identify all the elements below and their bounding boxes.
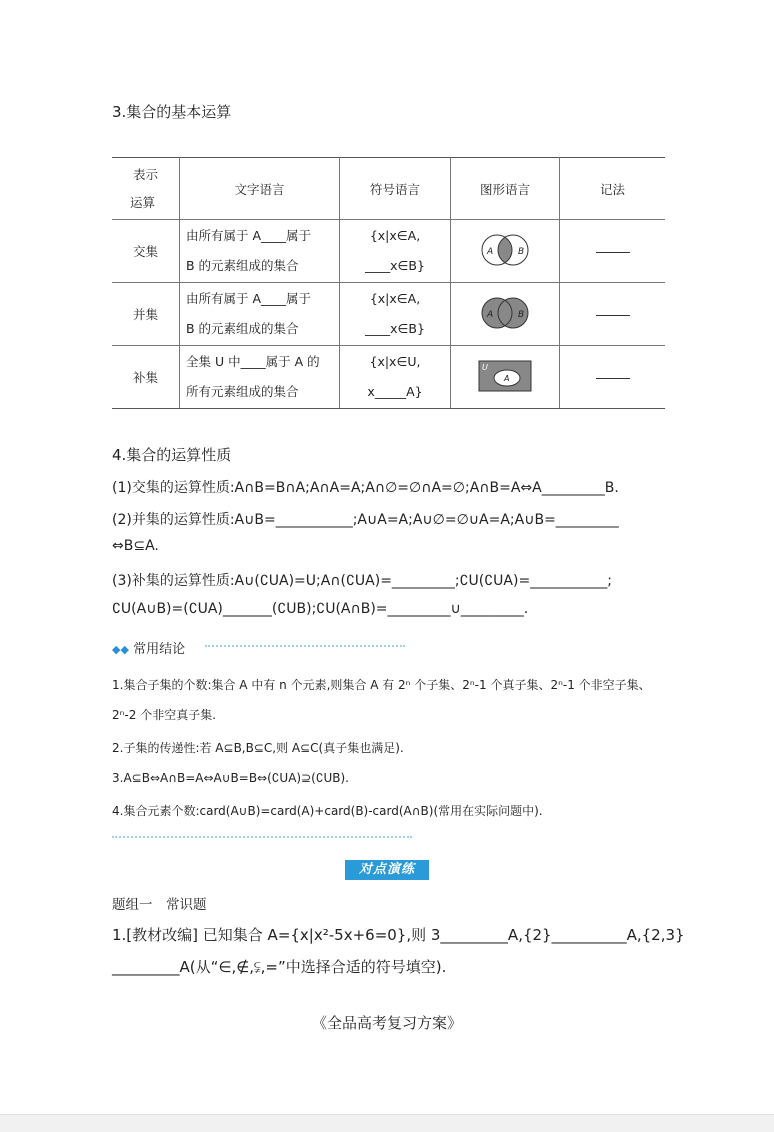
practice-badge: 对点演练 (345, 860, 429, 880)
venn-label-u: U (482, 362, 488, 372)
row-union-op: 并集 (112, 283, 180, 346)
complement-properties: (3)补集的运算性质:A∪(∁UA)=U;A∩(∁UA)=_________;∁U(∁UA)=___________; (112, 573, 612, 589)
venn-label-a: A (487, 309, 494, 320)
practice-group-title: 题组一 常识题 (112, 897, 207, 913)
complement-properties-cont: ∁U(A∪B)=(∁UA)_______(∁UB);∁U(A∩B)=_________∪_________. (112, 601, 529, 617)
question-1-line-1: 1.[教材改编] 已知集合 A={x|x²-5x+6=0},则 3_________A,{2}__________A,{2,3} (112, 926, 685, 944)
row-complement-symbol (340, 346, 451, 409)
union-properties-cont: ⇔B⊆A. (112, 538, 159, 554)
venn-union-diagram (475, 295, 535, 331)
row-complement-op: 补集 (112, 346, 180, 409)
section-3-title: 3.集合的基本运算 (112, 103, 232, 121)
question-1-line-2: _________A(从“∈,∉,⫋,=”中选择合适的符号填空). (112, 958, 447, 976)
dotted-divider-top (205, 645, 405, 647)
row-intersection-figure (451, 220, 560, 283)
notation-blank (596, 377, 630, 379)
row-complement-figure (451, 346, 560, 409)
row-intersection-word (180, 220, 340, 283)
row-intersection-notation (560, 220, 666, 283)
row-union-notation (560, 283, 666, 346)
word-line-a: 全集 U 中____属于 A 的 (186, 354, 320, 369)
symbol-line-b: x_____A} (367, 384, 423, 399)
venn-label-b: B (518, 309, 525, 320)
dotted-divider-bottom (112, 836, 412, 838)
header-operation (112, 158, 180, 220)
bottom-scroll-band (0, 1114, 774, 1132)
section-4-title: 4.集合的运算性质 (112, 446, 232, 464)
venn-label-b: B (518, 246, 525, 257)
table-header-row (112, 158, 665, 220)
row-intersection-symbol (340, 220, 451, 283)
symbol-line-b: ____x∈B} (365, 258, 425, 273)
header-op-line1: 表示 (132, 166, 158, 182)
set-operations-table (112, 157, 665, 409)
row-complement-notation (560, 346, 666, 409)
conclusions-heading-text: 常用结论 (133, 642, 186, 657)
header-word: 文字语言 (180, 158, 340, 220)
notation-blank (596, 314, 630, 316)
table-row (112, 283, 665, 346)
word-line-b: B 的元素组成的集合 (186, 321, 299, 336)
venn-intersection-diagram (475, 232, 535, 268)
header-op-line2: 运算 (130, 194, 156, 210)
venn-label-a: A (487, 246, 494, 257)
conclusion-item: 1.集合子集的个数:集合 A 中有 n 个元素,则集合 A 有 2ⁿ 个子集、2ⁿ-1 个真子集、2ⁿ-1 个非空子集、 (112, 678, 651, 692)
table-row (112, 346, 665, 409)
conclusion-item: 2.子集的传递性:若 A⊆B,B⊆C,则 A⊆C(真子集也满足). (112, 741, 404, 755)
row-union-figure (451, 283, 560, 346)
row-union-symbol (340, 283, 451, 346)
row-complement-word (180, 346, 340, 409)
notation-blank (596, 251, 630, 253)
venn-label-a: A (504, 373, 510, 383)
conclusion-item: 3.A⊆B⇔A∩B=A⇔A∪B=B⇔(∁UA)⊇(∁UB). (112, 771, 349, 785)
header-figure: 图形语言 (451, 158, 560, 220)
header-symbol: 符号语言 (340, 158, 451, 220)
conclusion-item: 2ⁿ-2 个非空真子集. (112, 708, 217, 722)
conclusions-heading (112, 638, 185, 657)
footer-book-title: 《全品高考复习方案》 (311, 1014, 462, 1032)
word-line-b: B 的元素组成的集合 (186, 258, 299, 273)
word-line-b: 所有元素组成的集合 (186, 384, 299, 399)
header-notation: 记法 (560, 158, 666, 220)
symbol-line-a: {x|x∈A, (369, 228, 421, 243)
conclusion-item: 4.集合元素个数:card(A∪B)=card(A)+card(B)-card(A∩B)(常用在实际问题中). (112, 804, 543, 818)
row-intersection-op: 交集 (112, 220, 180, 283)
intersection-properties: (1)交集的运算性质:A∩B=B∩A;A∩A=A;A∩∅=∅∩A=∅;A∩B=A⇔A_________B. (112, 480, 619, 496)
venn-complement-diagram (475, 358, 535, 394)
word-line-a: 由所有属于 A____属于 (186, 291, 312, 306)
symbol-line-a: {x|x∈A, (369, 291, 421, 306)
row-union-word (180, 283, 340, 346)
symbol-line-b: ____x∈B} (365, 321, 425, 336)
table-row (112, 220, 665, 283)
union-properties: (2)并集的运算性质:A∪B=___________;A∪A=A;A∪∅=∅∪A=A;A∪B=_________ (112, 512, 619, 528)
diamond-icon: ◆◆ (112, 643, 129, 656)
word-line-a: 由所有属于 A____属于 (186, 228, 312, 243)
symbol-line-a: {x|x∈U, (369, 354, 421, 369)
